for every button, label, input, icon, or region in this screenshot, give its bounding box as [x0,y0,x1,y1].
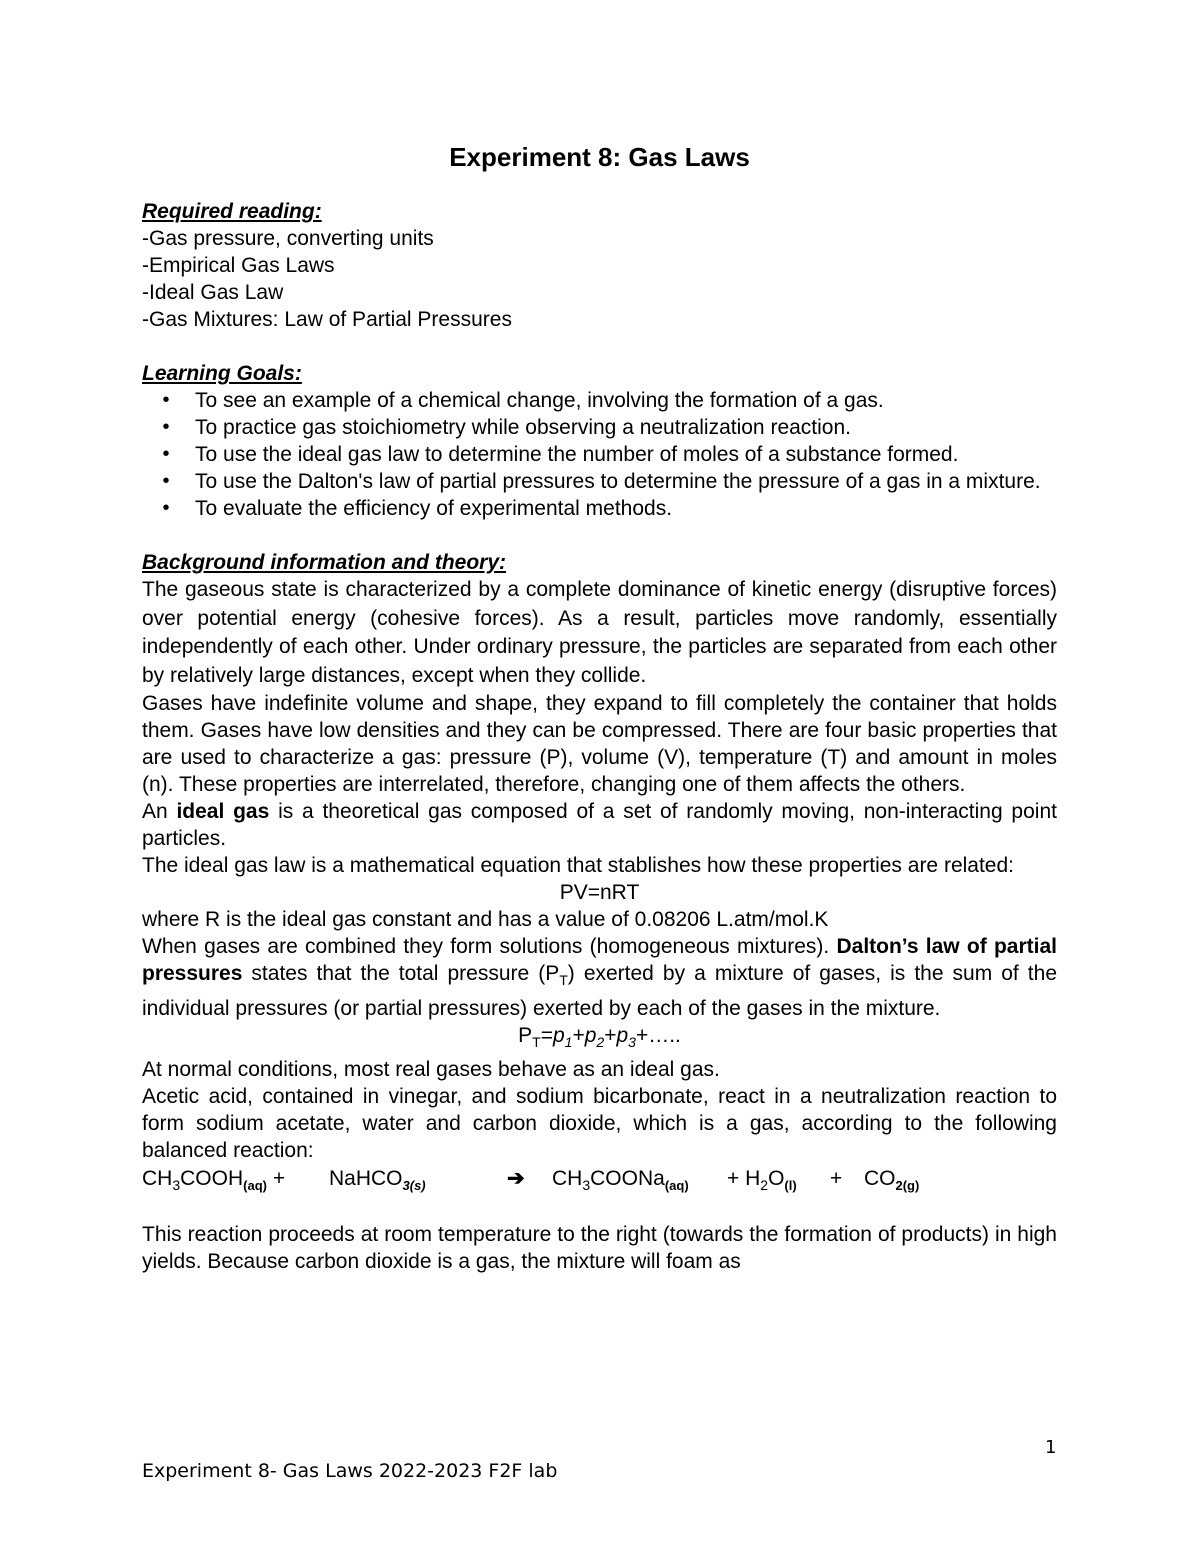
background-heading: Background information and theory: [142,551,507,574]
bullet-icon: • [162,416,170,438]
goal-item [142,414,1057,441]
ideal-gas-equation: PV=nRT [559,881,640,905]
reading-item: -Gas pressure, converting units [142,227,434,250]
goal-item [142,468,1057,495]
page-number: 1 [1045,1437,1057,1458]
bullet-icon: • [162,470,170,492]
ideal-gas-paragraph: An ideal gas is a theoretical gas composed of a set of randomly moving, non-interacting point particles. [142,800,1057,851]
carbon-dioxide-term: $CO_{2(g)}$ [864,1166,920,1193]
ideal-gas-term: ideal gas [176,800,270,824]
ideal-gas-law-paragraph: The ideal gas law is a mathematical equation that stablishes how these properties are related: [142,854,1014,878]
reaction-plus: + [830,1166,843,1190]
sodium-acetate-term: $CH_3COONa_{(aq)}$ [552,1166,689,1193]
water-term: + $H_2O_{(l)}$ [727,1166,797,1193]
reading-item: -Empirical Gas Laws [142,254,335,277]
reaction-intro-paragraph: Acetic acid, contained in vinegar, and sodium bicarbonate, react in a neutralization reaction to form sodium acetate, water and carbon dioxide, which is a gas, according to the following balanced reaction: [142,1084,1057,1162]
goal-text: To use the ideal gas law to determine the number of moles of a substance formed. [195,443,959,466]
page-content [142,140,1057,1275]
reaction-arrow-icon: ➔ [507,1166,525,1190]
goal-text: To see an example of a chemical change, involving the formation of a gas. [195,389,884,412]
balanced-reaction [142,1164,1057,1194]
page-title: Experiment 8: Gas Laws [449,142,750,172]
goal-text: To practice gas stoichiometry while observing a neutralization reaction. [195,416,851,439]
dalton-law-term: Dalton’s law of partial pressures [142,935,1057,986]
background-paragraph: The gaseous state is characterized by a complete dominance of kinetic energy (disruptive forces) over potential energy (cohesive forces). As a result, particles move randomly, essentially independently of each other. Under ordinary pressure, the particles are separated from each other by relatively large distances, except when they collide. [142,578,1057,687]
learning-goals-heading: Learning Goals: [142,362,302,385]
background-paragraph: Gases have indefinite volume and shape, they expand to fill completely the container that holds them. Gases have low densities and they can be compressed. There are four basic properties that are used to characterize a gas: pressure (P), volume (V), temperature (T) and amount in moles (n). These properties are interrelated, therefore, changing one of them affects the others. [142,692,1057,797]
bullet-icon: • [162,389,170,411]
goal-item [142,387,1057,414]
bullet-icon: • [162,497,170,519]
gas-constant-text: where R is the ideal gas constant and has a value of 0.08206 L.atm/mol.K [142,908,829,932]
dalton-paragraph: When gases are combined they form solutions (homogeneous mixtures). Dalton’s law of partial pressures states that the total pressure $(P_T)$ exerted by a mixture of gases, is the sum of the individual pressures (or partial pressures) exerted by each of the gases in the mixture. [142,935,1057,1020]
dalton-equation: $P_T=p_1+p_2+p_3+\dots$.. [518,1023,681,1050]
sodium-bicarbonate-term: NaHCO$_{3(s)}$ [329,1166,426,1193]
learning-goals-list [142,387,1057,522]
acetic-acid-term: $CH_3COOH_{(aq)}$ + [142,1166,286,1193]
goal-text: To evaluate the efficiency of experimental methods. [195,497,673,520]
reading-item: -Ideal Gas Law [142,281,284,304]
goal-text: To use the Dalton's law of partial pressures to determine the pressure of a gas in a mixture. [195,470,1041,493]
bullet-icon: • [162,443,170,465]
footer-text: Experiment 8- Gas Laws 2022-2023 F2F lab [142,1460,558,1482]
reading-item: -Gas Mixtures: Law of Partial Pressures [142,308,512,331]
goal-item [142,441,1057,468]
goal-item [142,495,1057,522]
real-gases-text: At normal conditions, most real gases behave as an ideal gas. [142,1057,720,1081]
reaction-description-paragraph: This reaction proceeds at room temperature to the right (towards the formation of products) in high yields. Because carbon dioxide is a gas, the mixture will foam as [142,1222,1057,1273]
required-reading-heading: Required reading: [142,200,322,223]
